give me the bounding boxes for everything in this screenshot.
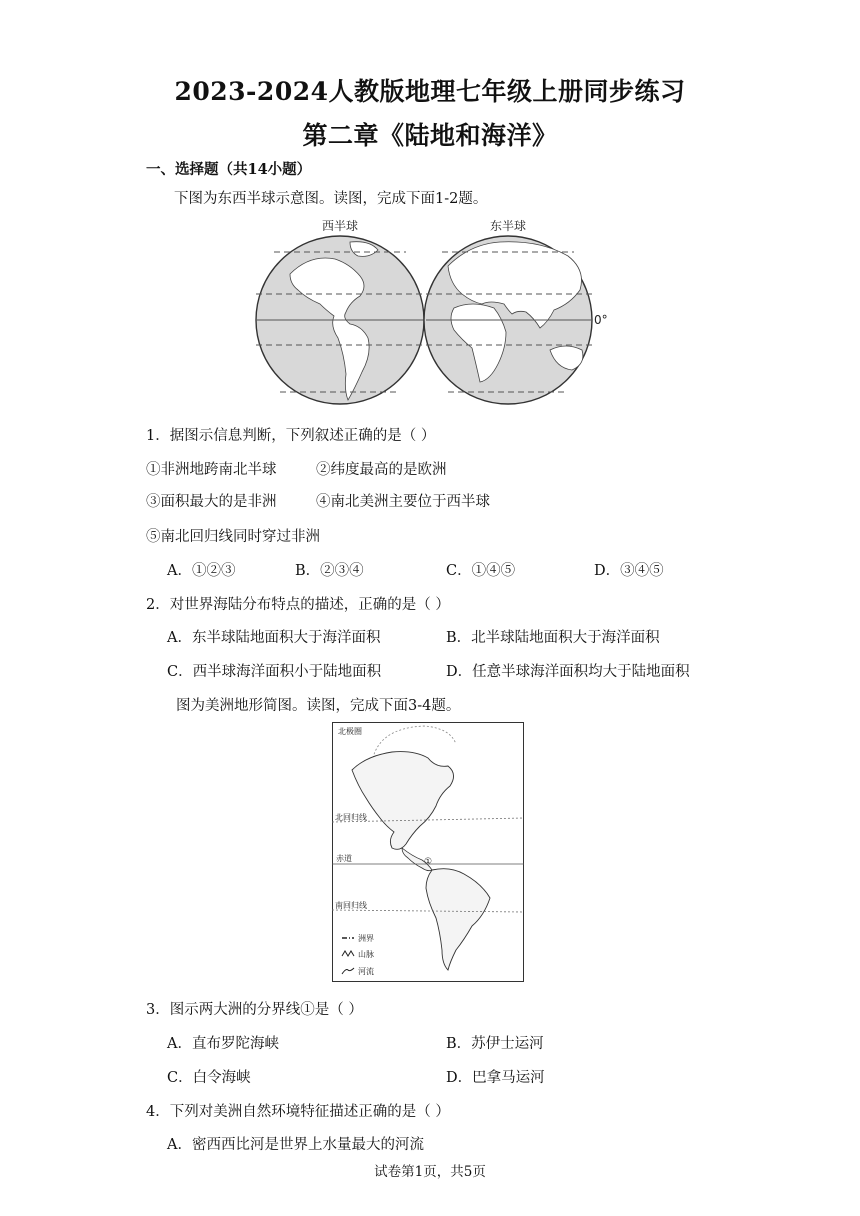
legend-boundary: 洲界 (358, 934, 374, 943)
q4-stem: 4．下列对美洲自然环境特征描述正确的是（ ） (146, 1104, 450, 1120)
q1-option-d[interactable]: D．③④⑤ (594, 563, 664, 579)
page-footer: 试卷第1页，共5页 (374, 1164, 486, 1180)
q3-option-a[interactable]: A．直布罗陀海峡 (167, 1036, 279, 1052)
q1-statement-3: ③面积最大的是非洲 (146, 494, 277, 510)
q3-option-c[interactable]: C．白令海峡 (167, 1070, 251, 1086)
legend-rivers: 河流 (358, 967, 374, 976)
q2-option-a[interactable]: A．东半球陆地面积大于海洋面积 (167, 630, 381, 646)
equator-degree-label: 0° (594, 313, 608, 327)
west-hemisphere-globe (256, 236, 424, 404)
tropic-of-capricorn-label: 南回归线 (335, 901, 367, 910)
q2-option-d[interactable]: D．任意半球海洋面积均大于陆地面积 (446, 664, 690, 680)
q1-stem: 1．据图示信息判断，下列叙述正确的是（ ） (146, 428, 436, 444)
hemispheres-figure (250, 214, 620, 414)
intro-text-1: 下图为东西半球示意图。读图，完成下面1-2题。 (174, 191, 488, 207)
page-subtitle: 第二章《陆地和海洋》 (302, 121, 558, 150)
q3-stem: 3．图示两大洲的分界线①是（ ） (146, 1002, 363, 1018)
q1-option-b[interactable]: B．②③④ (295, 563, 364, 579)
q1-statement-2: ②纬度最高的是欧洲 (316, 462, 447, 478)
equator-label: 赤道 (336, 854, 352, 863)
arctic-circle-label: 北极圈 (338, 727, 362, 736)
q1-option-c[interactable]: C．①④⑤ (446, 563, 516, 579)
q1-statement-4: ④南北美洲主要位于西半球 (316, 494, 490, 510)
east-hemisphere-globe (424, 236, 592, 404)
americas-map-figure (332, 722, 524, 982)
q2-stem: 2．对世界海陆分布特点的描述，正确的是（ ） (146, 597, 450, 613)
west-hemisphere-label: 西半球 (321, 219, 359, 233)
q4-option-a[interactable]: A．密西西比河是世界上水量最大的河流 (167, 1137, 424, 1153)
intro-text-2: 图为美洲地形简图。读图，完成下面3-4题。 (176, 698, 461, 714)
legend-mountains: 山脉 (358, 950, 374, 959)
tropic-of-cancer-label: 北回归线 (335, 813, 367, 822)
q1-statement-1: ①非洲地跨南北半球 (146, 462, 277, 478)
section-heading: 一、选择题（共14小题） (146, 161, 312, 178)
q1-statement-5: ⑤南北回归线同时穿过非洲 (146, 529, 320, 545)
east-hemisphere-label: 东半球 (489, 219, 527, 233)
q3-option-d[interactable]: D．巴拿马运河 (446, 1070, 545, 1086)
q2-option-b[interactable]: B．北半球陆地面积大于海洋面积 (446, 630, 660, 646)
page-title: 2023-2024人教版地理七年级上册同步练习 (174, 77, 686, 106)
boundary-marker: ① (424, 857, 433, 867)
q3-option-b[interactable]: B．苏伊士运河 (446, 1036, 544, 1052)
q1-option-a[interactable]: A．①②③ (167, 563, 236, 579)
q2-option-c[interactable]: C．西半球海洋面积小于陆地面积 (167, 664, 382, 680)
